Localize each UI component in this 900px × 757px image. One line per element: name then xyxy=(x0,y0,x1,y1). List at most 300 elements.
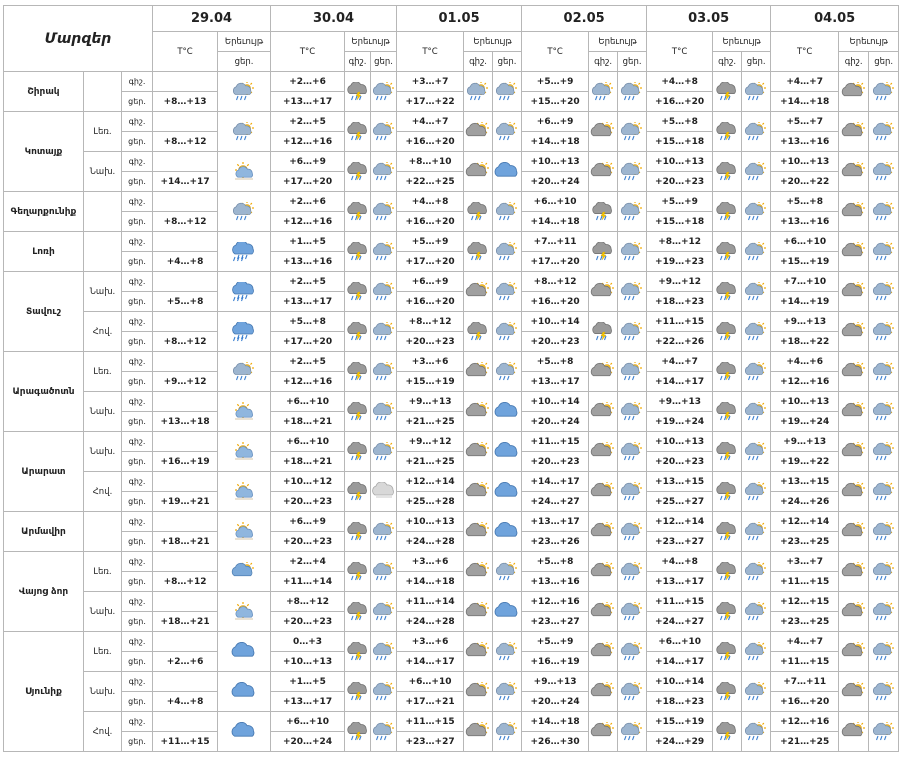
weather-icon xyxy=(371,312,397,352)
temperature-cell: +6…+10 xyxy=(271,432,345,452)
temp-header: T°C xyxy=(271,32,345,72)
weather-icon xyxy=(589,152,618,192)
table-row xyxy=(4,472,899,492)
weather-icon xyxy=(464,632,493,672)
table-row xyxy=(4,392,899,412)
temperature-cell: +9…+13 xyxy=(647,392,713,412)
weather-icon xyxy=(218,192,271,232)
temperature-cell: +17…+20 xyxy=(271,332,345,352)
temperature-cell: +2…+5 xyxy=(271,112,345,132)
temperature-cell: +10…+14 xyxy=(522,392,589,412)
weather-icon xyxy=(493,192,522,232)
temperature-cell xyxy=(153,432,218,452)
temperature-cell: +12…+14 xyxy=(647,512,713,532)
region-name: Տավուշ xyxy=(4,272,84,352)
temperature-cell: +24…+27 xyxy=(647,612,713,632)
weather-icon xyxy=(493,72,522,112)
time-of-day: ցեր. xyxy=(122,452,153,472)
temperature-cell: +12…+15 xyxy=(771,592,839,612)
weather-icon xyxy=(371,672,397,712)
weather-icon xyxy=(713,312,742,352)
temperature-cell: +3…+6 xyxy=(397,352,464,372)
weather-icon xyxy=(618,72,647,112)
weather-icon xyxy=(345,272,371,312)
time-of-day: գիշ. xyxy=(122,232,153,252)
temperature-cell: +6…+10 xyxy=(271,392,345,412)
temperature-cell: +4…+8 xyxy=(647,72,713,92)
temperature-cell: +6…+9 xyxy=(271,152,345,172)
weather-icon xyxy=(464,352,493,392)
table-row xyxy=(4,312,899,332)
time-of-day: ցեր. xyxy=(122,412,153,432)
weather-icon xyxy=(839,72,869,112)
weather-icon xyxy=(839,672,869,712)
time-of-day: ցեր. xyxy=(122,532,153,552)
temperature-cell: +13…+18 xyxy=(153,412,218,432)
temperature-cell: +13…+17 xyxy=(647,572,713,592)
temperature-cell: +13…+16 xyxy=(771,132,839,152)
weather-icon xyxy=(618,312,647,352)
temperature-cell: +11…+14 xyxy=(397,592,464,612)
weather-icon xyxy=(371,432,397,472)
weather-icon xyxy=(589,592,618,632)
temperature-cell: +3…+7 xyxy=(397,72,464,92)
weather-icon xyxy=(464,232,493,272)
temperature-cell: +11…+14 xyxy=(271,572,345,592)
weather-icon xyxy=(839,232,869,272)
region-part: Նախ. xyxy=(84,592,122,632)
weather-icon xyxy=(589,432,618,472)
temperature-cell: +5…+7 xyxy=(771,112,839,132)
temperature-cell: +8…+12 xyxy=(647,232,713,252)
weather-icon xyxy=(218,112,271,152)
temperature-cell: +9…+13 xyxy=(771,312,839,332)
temperature-cell xyxy=(153,352,218,372)
weather-icon xyxy=(371,712,397,752)
temperature-cell: +4…+7 xyxy=(397,112,464,132)
weather-icon xyxy=(839,472,869,512)
weather-icon xyxy=(345,232,371,272)
weather-icon xyxy=(493,592,522,632)
temperature-cell: +24…+27 xyxy=(522,492,589,512)
temperature-cell: +14…+17 xyxy=(522,472,589,492)
weather-icon xyxy=(713,72,742,112)
weather-icon xyxy=(371,152,397,192)
time-of-day: ցեր. xyxy=(122,492,153,512)
temperature-cell: +12…+16 xyxy=(271,132,345,152)
temperature-cell: +10…+12 xyxy=(271,472,345,492)
temperature-cell: +6…+10 xyxy=(522,192,589,212)
day-subheader: ցեր. xyxy=(493,52,522,72)
temperature-cell: +21…+25 xyxy=(397,452,464,472)
table-row xyxy=(4,72,899,92)
weather-icon xyxy=(589,672,618,712)
temperature-cell: +19…+24 xyxy=(647,412,713,432)
region-name: Լոռի xyxy=(4,232,84,272)
temperature-cell: +13…+16 xyxy=(271,252,345,272)
temperature-cell: +9…+13 xyxy=(771,432,839,452)
time-of-day: գիշ. xyxy=(122,192,153,212)
temperature-cell: +2…+5 xyxy=(271,352,345,372)
temperature-cell: +6…+9 xyxy=(271,512,345,532)
weather-icon xyxy=(493,272,522,312)
temperature-cell: +14…+17 xyxy=(397,652,464,672)
weather-icon xyxy=(618,672,647,712)
weather-icon xyxy=(464,112,493,152)
temperature-cell: +2…+6 xyxy=(271,72,345,92)
weather-icon xyxy=(345,552,371,592)
weather-icon xyxy=(464,72,493,112)
temperature-cell: +6…+10 xyxy=(647,632,713,652)
weather-icon xyxy=(493,472,522,512)
weather-icon xyxy=(464,192,493,232)
weather-icon xyxy=(464,472,493,512)
temperature-cell: +20…+23 xyxy=(522,452,589,472)
time-of-day: գիշ. xyxy=(122,672,153,692)
weather-icon xyxy=(742,112,771,152)
weather-icon xyxy=(869,192,899,232)
weather-icon xyxy=(589,472,618,512)
weather-icon xyxy=(218,552,271,592)
temperature-cell: +14…+17 xyxy=(647,372,713,392)
weather-icon xyxy=(869,272,899,312)
weather-icon xyxy=(618,352,647,392)
weather-icon xyxy=(839,192,869,232)
weather-icon xyxy=(464,272,493,312)
temperature-cell: +14…+18 xyxy=(397,572,464,592)
weather-icon xyxy=(589,272,618,312)
weather-icon xyxy=(218,352,271,392)
weather-icon xyxy=(345,312,371,352)
weather-icon xyxy=(371,512,397,552)
temperature-cell: +5…+8 xyxy=(153,292,218,312)
region-part: Նախ. xyxy=(84,152,122,192)
temperature-cell: +14…+18 xyxy=(771,92,839,112)
weather-icon xyxy=(464,592,493,632)
temperature-cell: +15…+18 xyxy=(647,212,713,232)
time-of-day: ցեր. xyxy=(122,732,153,752)
temperature-cell: +10…+13 xyxy=(647,152,713,172)
weather-icon xyxy=(218,392,271,432)
weather-icon xyxy=(869,632,899,672)
table-row xyxy=(4,272,899,292)
weather-icon xyxy=(713,232,742,272)
temperature-cell: +16…+19 xyxy=(522,652,589,672)
weather-icon xyxy=(618,272,647,312)
temperature-cell xyxy=(153,112,218,132)
weather-icon xyxy=(839,312,869,352)
weather-icon xyxy=(345,112,371,152)
temperature-cell: +19…+24 xyxy=(771,412,839,432)
weather-icon xyxy=(869,672,899,712)
temperature-cell: +10…+13 xyxy=(522,152,589,172)
weather-icon xyxy=(589,232,618,272)
weather-icon xyxy=(618,552,647,592)
weather-icon xyxy=(371,352,397,392)
region-name: Սյունիք xyxy=(4,632,84,752)
temperature-cell: +12…+16 xyxy=(522,592,589,612)
temperature-cell: +9…+12 xyxy=(153,372,218,392)
weather-icon xyxy=(869,72,899,112)
temperature-cell: +10…+13 xyxy=(397,512,464,532)
weather-icon xyxy=(869,232,899,272)
temperature-cell: +1…+5 xyxy=(271,232,345,252)
weather-icon xyxy=(345,72,371,112)
weather-icon xyxy=(839,592,869,632)
time-of-day: գիշ. xyxy=(122,392,153,412)
temperature-cell: +16…+20 xyxy=(771,692,839,712)
temperature-cell xyxy=(153,392,218,412)
temperature-cell: +17…+22 xyxy=(397,92,464,112)
temperature-cell: +21…+25 xyxy=(397,412,464,432)
region-part: Նախ. xyxy=(84,432,122,472)
temperature-cell: +7…+11 xyxy=(771,672,839,692)
temperature-cell: +10…+13 xyxy=(271,652,345,672)
temperature-cell: +14…+17 xyxy=(647,652,713,672)
day-subheader: ցեր. xyxy=(869,52,899,72)
temperature-cell: +17…+21 xyxy=(397,692,464,712)
weather-icon xyxy=(618,232,647,272)
temp-header: T°C xyxy=(522,32,589,72)
forecast-table-wrapper xyxy=(3,5,899,752)
weather-icon xyxy=(218,432,271,472)
weather-icon xyxy=(713,672,742,712)
weather-icon xyxy=(464,512,493,552)
phenomenon-header: Երեւույթ xyxy=(589,32,647,52)
table-row xyxy=(4,632,899,652)
temperature-cell: +14…+18 xyxy=(522,712,589,732)
weather-icon xyxy=(869,432,899,472)
region-part: Լեռ. xyxy=(84,552,122,592)
weather-icon xyxy=(618,432,647,472)
temperature-cell: +23…+25 xyxy=(771,612,839,632)
phenomenon-header: Երեւույթ xyxy=(839,32,899,52)
temperature-cell: +6…+10 xyxy=(397,672,464,692)
temperature-cell: +5…+8 xyxy=(271,312,345,332)
temperature-cell: +12…+16 xyxy=(771,372,839,392)
weather-icon xyxy=(839,432,869,472)
temperature-cell: +18…+21 xyxy=(153,532,218,552)
temperature-cell: +17…+20 xyxy=(397,252,464,272)
table-row xyxy=(4,592,899,612)
temperature-cell: +16…+20 xyxy=(522,292,589,312)
temperature-cell: +20…+24 xyxy=(522,172,589,192)
temperature-cell: +9…+13 xyxy=(522,672,589,692)
temperature-cell: +4…+7 xyxy=(771,632,839,652)
temperature-cell: 0…+3 xyxy=(271,632,345,652)
temperature-cell xyxy=(153,552,218,572)
weather-icon xyxy=(742,512,771,552)
table-row xyxy=(4,352,899,372)
temperature-cell: +20…+23 xyxy=(647,172,713,192)
temperature-cell: +16…+19 xyxy=(153,452,218,472)
time-of-day: գիշ. xyxy=(122,112,153,132)
weather-icon xyxy=(618,192,647,232)
temperature-cell: +20…+23 xyxy=(397,332,464,352)
weather-icon xyxy=(713,392,742,432)
region-part: Նախ. xyxy=(84,392,122,432)
table-row xyxy=(4,512,899,532)
temperature-cell: +23…+26 xyxy=(522,532,589,552)
weather-icon xyxy=(869,312,899,352)
date-header: 02.05 xyxy=(522,6,647,32)
temperature-cell xyxy=(153,512,218,532)
time-of-day: գիշ. xyxy=(122,632,153,652)
temperature-cell: +8…+12 xyxy=(153,212,218,232)
weather-icon xyxy=(742,72,771,112)
table-row xyxy=(4,152,899,172)
weather-icon xyxy=(869,512,899,552)
time-of-day: գիշ. xyxy=(122,552,153,572)
weather-icon xyxy=(713,112,742,152)
weather-icon xyxy=(839,272,869,312)
weather-icon xyxy=(218,672,271,712)
temperature-cell: +10…+13 xyxy=(771,392,839,412)
time-of-day: ցեր. xyxy=(122,612,153,632)
time-of-day: ցեր. xyxy=(122,652,153,672)
time-of-day: գիշ. xyxy=(122,712,153,732)
date-header: 03.05 xyxy=(647,6,771,32)
weather-icon xyxy=(371,632,397,672)
weather-icon xyxy=(371,232,397,272)
region-part: Հով. xyxy=(84,472,122,512)
temperature-cell: +5…+9 xyxy=(397,232,464,252)
weather-icon xyxy=(869,552,899,592)
weather-icon xyxy=(371,72,397,112)
temperature-cell: +9…+13 xyxy=(397,392,464,412)
weather-icon xyxy=(713,472,742,512)
weather-icon xyxy=(371,592,397,632)
temperature-cell: +15…+19 xyxy=(397,372,464,392)
temperature-cell: +12…+14 xyxy=(771,512,839,532)
weather-icon xyxy=(345,512,371,552)
weather-icon xyxy=(713,192,742,232)
weather-icon xyxy=(371,192,397,232)
weather-icon xyxy=(713,272,742,312)
forecast-table xyxy=(3,5,899,752)
phenomenon-header: Երեւույթ xyxy=(218,32,271,52)
region-part: Նախ. xyxy=(84,272,122,312)
temperature-cell: +18…+23 xyxy=(647,292,713,312)
weather-icon xyxy=(589,712,618,752)
table-row xyxy=(4,552,899,572)
weather-icon xyxy=(589,512,618,552)
temperature-cell: +20…+23 xyxy=(647,452,713,472)
weather-icon xyxy=(493,232,522,272)
region-part: Հով. xyxy=(84,712,122,752)
temperature-cell: +16…+20 xyxy=(647,92,713,112)
day-subheader: ցեր. xyxy=(742,52,771,72)
temperature-cell: +14…+19 xyxy=(771,292,839,312)
time-of-day: ցեր. xyxy=(122,172,153,192)
weather-icon xyxy=(464,552,493,592)
weather-icon xyxy=(345,592,371,632)
weather-icon xyxy=(493,152,522,192)
temp-header: T°C xyxy=(771,32,839,72)
temp-header: T°C xyxy=(397,32,464,72)
weather-icon xyxy=(589,72,618,112)
temperature-cell: +14…+17 xyxy=(153,172,218,192)
day-subheader: ցեր. xyxy=(371,52,397,72)
temperature-cell xyxy=(153,312,218,332)
temperature-cell: +13…+15 xyxy=(771,472,839,492)
weather-icon xyxy=(869,712,899,752)
weather-icon xyxy=(345,632,371,672)
weather-icon xyxy=(713,632,742,672)
time-of-day: ցեր. xyxy=(122,372,153,392)
time-of-day: ցեր. xyxy=(122,332,153,352)
weather-icon xyxy=(371,272,397,312)
regions-header: Մարզեր xyxy=(4,6,153,72)
temperature-cell: +16…+20 xyxy=(397,292,464,312)
temperature-cell: +15…+18 xyxy=(647,132,713,152)
weather-icon xyxy=(742,552,771,592)
temperature-cell: +10…+13 xyxy=(771,152,839,172)
weather-icon xyxy=(345,712,371,752)
weather-icon xyxy=(371,392,397,432)
temperature-cell: +4…+8 xyxy=(647,552,713,572)
weather-icon xyxy=(493,552,522,592)
weather-icon xyxy=(713,712,742,752)
weather-icon xyxy=(869,352,899,392)
weather-icon xyxy=(493,512,522,552)
temperature-cell: +13…+16 xyxy=(522,572,589,592)
weather-icon xyxy=(345,432,371,472)
weather-icon xyxy=(713,592,742,632)
temperature-cell: +11…+15 xyxy=(647,592,713,612)
phenomenon-header: Երեւույթ xyxy=(464,32,522,52)
temperature-cell: +4…+6 xyxy=(771,352,839,372)
temperature-cell: +5…+9 xyxy=(522,72,589,92)
weather-icon xyxy=(618,512,647,552)
weather-icon xyxy=(742,472,771,512)
time-of-day: գիշ. xyxy=(122,72,153,92)
temperature-cell: +4…+7 xyxy=(771,72,839,92)
weather-icon xyxy=(371,552,397,592)
time-of-day: գիշ. xyxy=(122,352,153,372)
temperature-cell: +8…+13 xyxy=(153,92,218,112)
weather-icon xyxy=(218,632,271,672)
temperature-cell: +15…+20 xyxy=(522,92,589,112)
weather-icon xyxy=(464,152,493,192)
weather-icon xyxy=(869,112,899,152)
temperature-cell: +13…+17 xyxy=(271,92,345,112)
weather-icon xyxy=(742,432,771,472)
date-header: 30.04 xyxy=(271,6,397,32)
weather-icon xyxy=(618,472,647,512)
time-of-day: գիշ. xyxy=(122,512,153,532)
temperature-cell: +17…+20 xyxy=(522,252,589,272)
weather-icon xyxy=(742,312,771,352)
region-name: Գեղարքունիք xyxy=(4,192,84,232)
weather-icon xyxy=(618,152,647,192)
temperature-cell: +10…+13 xyxy=(647,432,713,452)
weather-icon xyxy=(713,352,742,392)
weather-icon xyxy=(742,672,771,712)
night-subheader: գիշ. xyxy=(589,52,618,72)
temperature-cell xyxy=(153,472,218,492)
temperature-cell: +2…+6 xyxy=(271,192,345,212)
table-row xyxy=(4,232,899,252)
night-subheader: գիշ. xyxy=(713,52,742,72)
weather-icon xyxy=(218,512,271,552)
temperature-cell: +16…+20 xyxy=(397,212,464,232)
temperature-cell: +8…+12 xyxy=(153,332,218,352)
temperature-cell: +20…+23 xyxy=(271,612,345,632)
region-part: Հով. xyxy=(84,312,122,352)
weather-icon xyxy=(464,392,493,432)
weather-icon xyxy=(742,712,771,752)
